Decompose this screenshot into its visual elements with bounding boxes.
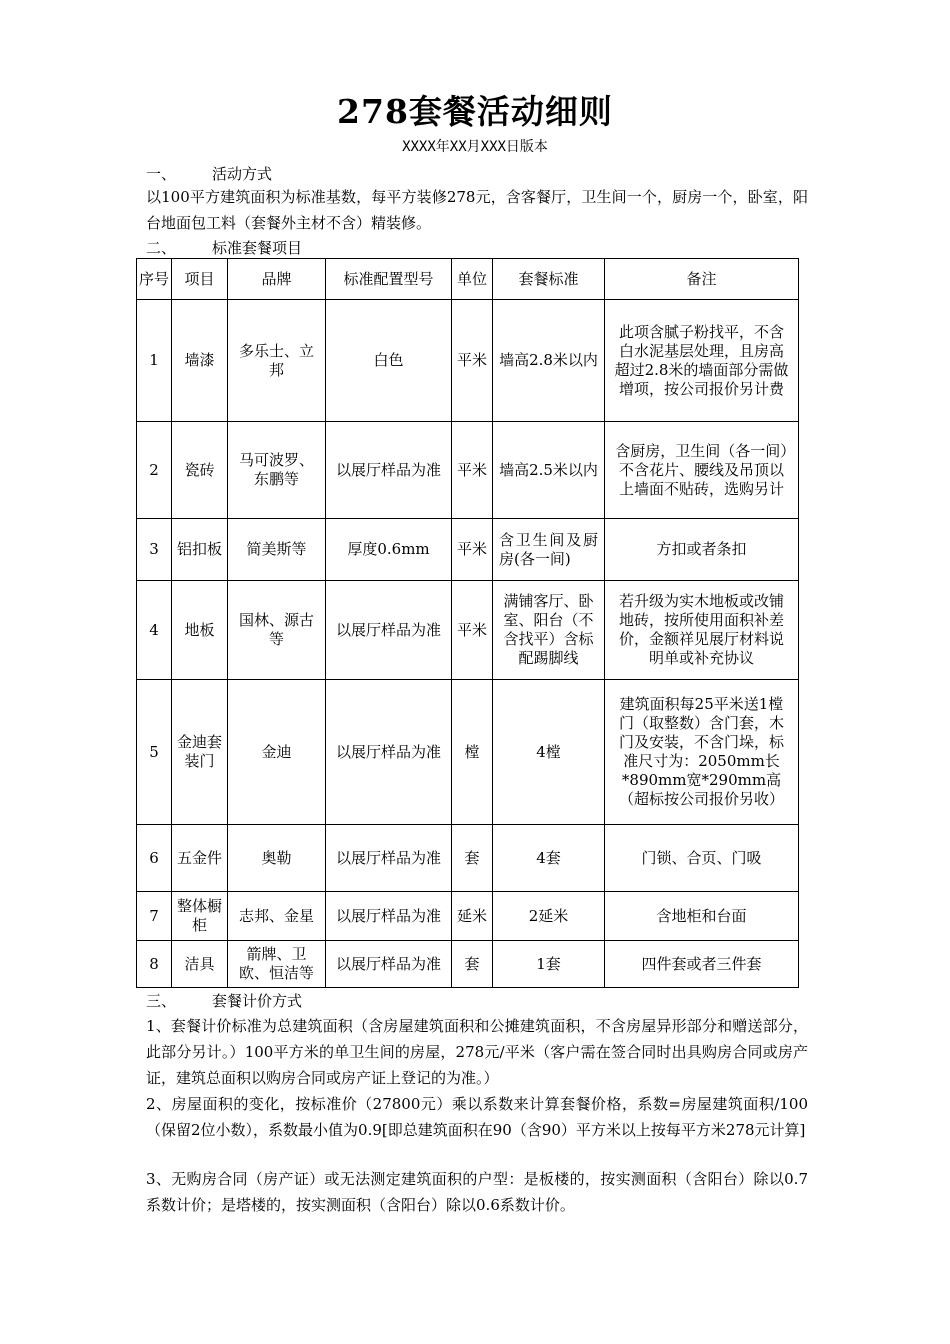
cell-unit: 延米 [452, 892, 493, 941]
cell-brand: 简美斯等 [228, 519, 326, 581]
cell-index: 4 [137, 581, 172, 680]
cell-note: 若升级为实木地板或改铺地砖，按所使用面积补差价，金额祥见展厅材料说明单或补充协议 [605, 581, 799, 680]
section-1-text: 以100平方建筑面积为标准基数，每平方装修278元，含客餐厅，卫生间一个，厨房一个，卧室，阳台地面包工料（套餐外主材不含）精装修。 [146, 188, 808, 232]
package-items-table [136, 258, 799, 988]
pricing-rule-1: 1、套餐计价标准为总建筑面积（含房屋建筑面积和公摊建筑面积，不含房屋异形部分和赠送部分，此部分另计。）100平方米的单卫生间的房屋，278元/平米（客户需在签合同时出具购房合同或房产证，建筑总面积以购房合同或房产证上登记的为准。） [146, 1017, 808, 1087]
cell-model: 以展厅样品为准 [326, 825, 452, 892]
cell-index: 7 [137, 892, 172, 941]
table-row [137, 581, 799, 680]
cell-brand: 马可波罗、东鹏等 [228, 422, 326, 519]
header-brand: 品牌 [228, 259, 326, 300]
cell-standard: 1套 [493, 941, 605, 988]
section-title: 活动方式 [212, 165, 273, 183]
cell-standard: 4樘 [493, 680, 605, 825]
table-row [137, 680, 799, 825]
cell-model: 以展厅样品为准 [326, 892, 452, 941]
cell-index: 5 [137, 680, 172, 825]
section-number: 一、 [146, 165, 177, 183]
cell-note: 含地柜和台面 [605, 892, 799, 941]
cell-index: 3 [137, 519, 172, 581]
cell-note: 方扣或者条扣 [605, 519, 799, 581]
cell-model: 以展厅样品为准 [326, 941, 452, 988]
version-date: XXXX年XX月XXX日版本 [402, 139, 548, 155]
header-standard: 套餐标准 [493, 259, 605, 300]
table-row [137, 300, 799, 422]
cell-note: 门锁、合页、门吸 [605, 825, 799, 892]
section-number: 三、 [146, 992, 177, 1010]
cell-model: 以展厅样品为准 [326, 680, 452, 825]
cell-item: 金迪套装门 [172, 680, 228, 825]
cell-unit: 套 [452, 941, 493, 988]
cell-index: 8 [137, 941, 172, 988]
table-row [137, 825, 799, 892]
cell-unit: 平米 [452, 581, 493, 680]
table-header-row [137, 259, 799, 300]
cell-standard: 含卫生间及厨房(各一间) [493, 519, 605, 581]
cell-model: 白色 [326, 300, 452, 422]
section-title: 套餐计价方式 [212, 992, 303, 1010]
cell-model: 以展厅样品为准 [326, 422, 452, 519]
header-model: 标准配置型号 [326, 259, 452, 300]
cell-brand: 志邦、金星 [228, 892, 326, 941]
cell-brand: 箭牌、卫欧、恒洁等 [228, 941, 326, 988]
cell-note: 四件套或者三件套 [605, 941, 799, 988]
section-2-heading [146, 237, 302, 259]
section-1-heading [146, 163, 272, 185]
cell-unit: 平米 [452, 300, 493, 422]
cell-brand: 金迪 [228, 680, 326, 825]
cell-item: 五金件 [172, 825, 228, 892]
cell-standard: 墙高2.8米以内 [493, 300, 605, 422]
pricing-rule-2: 2、房屋面积的变化，按标准价（27800元）乘以系数来计算套餐价格，系数=房屋建筑面积/100（保留2位小数），系数最小值为0.9[即总建筑面积在90（含90）平方米以上按每平方米278元计算] [146, 1095, 808, 1139]
cell-unit: 樘 [452, 680, 493, 825]
table-row [137, 892, 799, 941]
header-unit: 单位 [452, 259, 493, 300]
page-title: 278套餐活动细则 [337, 92, 613, 131]
cell-brand: 奥勒 [228, 825, 326, 892]
cell-index: 6 [137, 825, 172, 892]
cell-brand: 国林、源古等 [228, 581, 326, 680]
header-index: 序号 [137, 259, 172, 300]
cell-unit: 平米 [452, 519, 493, 581]
header-note: 备注 [605, 259, 799, 300]
table-row [137, 519, 799, 581]
cell-note: 此项含腻子粉找平，不含白水泥基层处理，且房高超过2.8米的墙面部分需做增项，按公司报价另计费 [605, 300, 799, 422]
cell-model: 厚度0.6mm [326, 519, 452, 581]
cell-index: 2 [137, 422, 172, 519]
cell-note: 含厨房，卫生间（各一间）不含花片、腰线及吊顶以上墙面不贴砖，选购另计 [605, 422, 799, 519]
cell-item: 瓷砖 [172, 422, 228, 519]
pricing-rule-3: 3、无购房合同（房产证）或无法测定建筑面积的户型：是板楼的，按实测面积（含阳台）除以0.7系数计价；是塔楼的，按实测面积（含阳台）除以0.6系数计价。 [146, 1170, 808, 1214]
cell-standard: 4套 [493, 825, 605, 892]
cell-item: 洁具 [172, 941, 228, 988]
cell-standard: 墙高2.5米以内 [493, 422, 605, 519]
cell-brand: 多乐士、立邦 [228, 300, 326, 422]
section-number: 二、 [146, 239, 177, 257]
cell-standard: 2延米 [493, 892, 605, 941]
cell-item: 地板 [172, 581, 228, 680]
section-title: 标准套餐项目 [212, 239, 303, 257]
table-row [137, 422, 799, 519]
cell-unit: 套 [452, 825, 493, 892]
header-item: 项目 [172, 259, 228, 300]
cell-item: 铝扣板 [172, 519, 228, 581]
section-3-heading [146, 990, 302, 1012]
cell-item: 墙漆 [172, 300, 228, 422]
cell-item: 整体橱柜 [172, 892, 228, 941]
table-row [137, 941, 799, 988]
cell-model: 以展厅样品为准 [326, 581, 452, 680]
cell-standard: 满铺客厅、卧室、阳台（不含找平）含标配踢脚线 [493, 581, 605, 680]
cell-note: 建筑面积每25平米送1樘门（取整数）含门套，木门及安装，不含门垛，标准尺寸为：2050mm长*890mm宽*290mm高（超标按公司报价另收） [605, 680, 799, 825]
cell-index: 1 [137, 300, 172, 422]
cell-unit: 平米 [452, 422, 493, 519]
